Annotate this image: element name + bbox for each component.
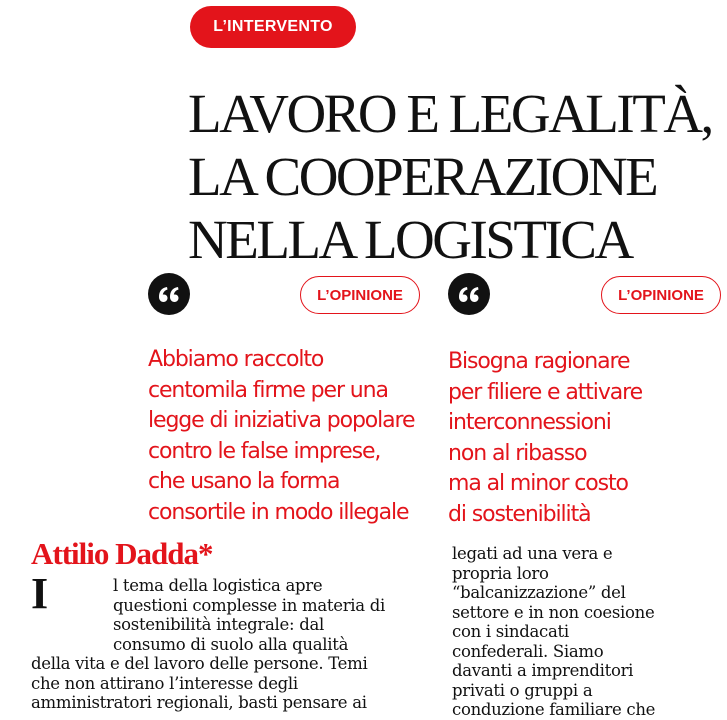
headline-line: LA COOPERAZIONE	[188, 146, 657, 207]
opinion-quote	[148, 345, 414, 528]
opinion-badge: L’OPINIONE	[601, 276, 721, 314]
body-line: consumo di suolo alla qualità	[113, 634, 349, 654]
quote-line: per filiere e attivare	[448, 379, 643, 405]
article-column-right	[452, 544, 727, 720]
quote-line: di sostenibilità	[448, 501, 591, 527]
quote-line: centomila firme per una	[148, 377, 388, 403]
body-line: settore e in non coesione	[452, 602, 655, 622]
headline-line: NELLA LOGISTICA	[188, 209, 632, 270]
headline-line: LAVORO E LEGALITÀ,	[188, 83, 712, 144]
quote-icon	[448, 273, 490, 315]
body-line: amministratori regionali, basti pensare ai	[31, 693, 367, 712]
body-line: della vita e del lavoro delle persone. Temi	[31, 654, 368, 673]
quote-line: Abbiamo raccolto	[148, 347, 324, 372]
quote-icon	[148, 273, 190, 315]
body-line: privati o gruppi a	[452, 680, 593, 700]
section-label-pill: L’INTERVENTO	[190, 6, 356, 48]
quote-line: ma al minor costo	[448, 471, 628, 496]
quote-line: legge di iniziativa popolare	[148, 408, 415, 433]
body-line: con i sindacati	[452, 622, 569, 641]
quote-line: interconnessioni	[448, 410, 611, 435]
article-headline	[188, 82, 727, 271]
opinion-quote	[448, 347, 642, 530]
body-line: che non attirano l’interesse degli	[31, 673, 298, 693]
body-line: propria loro	[452, 563, 549, 583]
author-name: Attilio Dadda*	[31, 536, 213, 571]
opinion-badge: L’OPINIONE	[300, 276, 420, 314]
body-line: “balcanizzazione” del	[452, 583, 626, 602]
quote-line: non al ribasso	[448, 440, 587, 466]
body-line: l tema della logistica apre	[113, 576, 323, 595]
body-line: sostenibilità integrale: dal	[113, 615, 324, 634]
body-line: questioni complesse in materia di	[113, 595, 385, 615]
quote-line: che usano la forma	[148, 469, 340, 494]
body-line: confederali. Siamo	[452, 641, 604, 661]
article-column-left	[31, 576, 441, 713]
quote-line: Bisogna ragionare	[448, 349, 630, 374]
drop-cap: I	[31, 569, 49, 618]
body-line: legati ad una vera e	[452, 544, 613, 563]
body-line: davanti a imprenditori	[452, 661, 634, 680]
body-line: conduzione familiare che	[452, 700, 656, 719]
quote-line: contro le false imprese,	[148, 438, 381, 464]
quote-line: consortile in modo illegale	[148, 499, 409, 525]
